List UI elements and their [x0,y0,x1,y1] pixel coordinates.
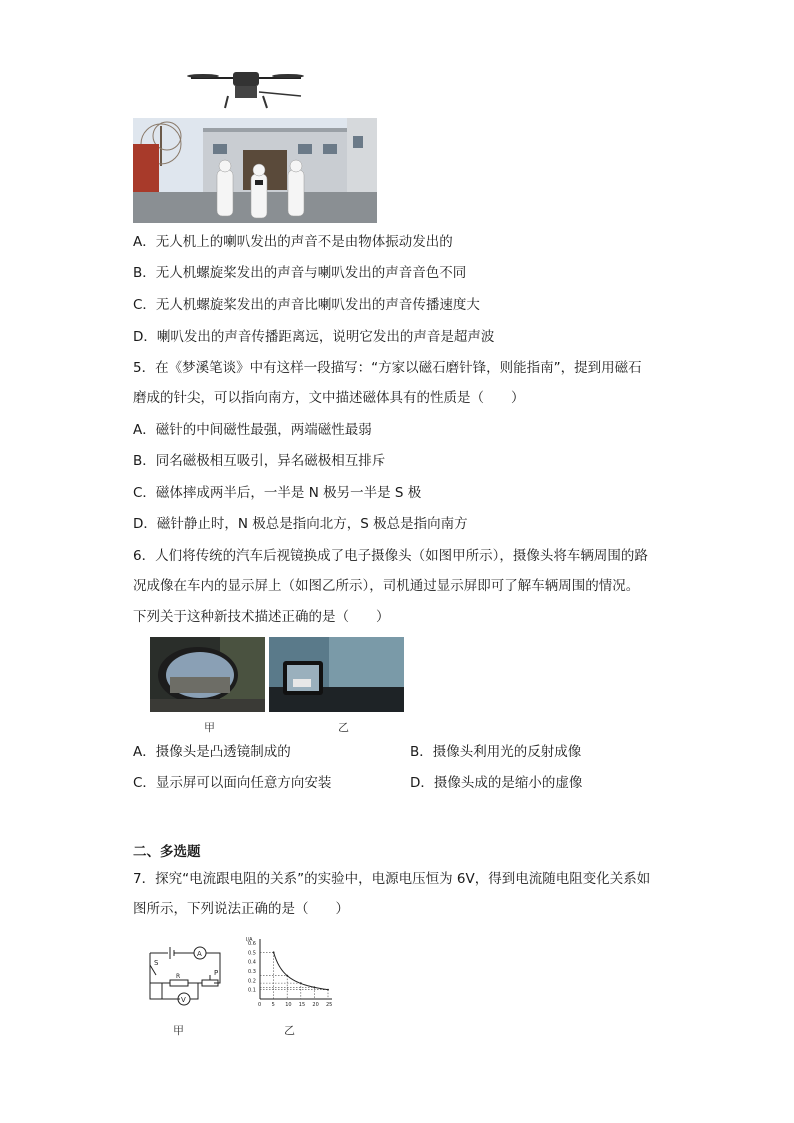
data-point [300,982,302,984]
mirror-photo [150,637,265,712]
x-tick-label: 0 [258,1002,262,1008]
caption-yi-q6: 乙 [338,721,349,734]
q5-option-c: C．磁体摔成两半后，一半是 N 极另一半是 S 极 [133,485,422,501]
q6-option-b: B．摄像头利用光的反射成像 [410,744,582,760]
y-tick-label: 0.2 [248,978,256,985]
q6-option-a: A．摄像头是凸透镜制成的 [133,744,291,760]
label-slider: P [214,969,219,977]
circuit-diagram [140,935,235,1015]
q5-stem-line2: 磨成的针尖，可以指向南方，文中描述磁体具有的性质是（ ） [133,390,525,406]
y-tick-label: 0.1 [248,987,256,994]
section-title-multiple-choice: 二、多选题 [133,844,201,860]
caption-yi-q7: 乙 [284,1024,295,1037]
caption-jia-q7: 甲 [173,1024,184,1037]
x-tick-label: 20 [312,1002,319,1008]
data-point [286,975,288,977]
q4-option-a: A．无人机上的喇叭发出的声音不是由物体振动发出的 [133,234,453,250]
label-resistor: R [176,973,181,980]
q5-option-d: D．磁针静止时，N 极总是指向北方，S 极总是指向南方 [133,516,468,532]
q6-stem-line3: 下列关于这种新技术描述正确的是（ ） [133,609,390,625]
q4-option-c: C．无人机螺旋桨发出的声音比喇叭发出的声音传播速度大 [133,297,480,313]
y-tick-label: 0.4 [248,959,256,966]
x-tick-label: 10 [285,1002,292,1008]
x-tick-label: 5 [271,1002,275,1008]
q6-option-c: C．显示屏可以面向任意方向安装 [133,775,332,791]
q6-stem-line2: 况成像在车内的显示屏上（如图乙所示），司机通过显示屏即可了解车辆周围的情况。 [133,578,640,594]
q5-option-b: B．同名磁极相互吸引，异名磁极相互排斥 [133,453,386,469]
y-tick-label: 0.5 [248,950,256,957]
drone-photo [133,66,377,223]
data-point [314,986,316,988]
data-point [327,989,329,991]
q7-stem-line1: 7．探究“电流跟电阻的关系”的实验中，电源电压恒为 6V，得到电流随电阻变化关系如 [133,871,651,887]
y-tick-label: 0.6 [248,941,256,947]
current-resistance-graph [244,937,336,1017]
label-switch: S [154,959,159,967]
q6-stem-line1: 6．人们将传统的汽车后视镜换成了电子摄像头（如图甲所示），摄像头将车辆周围的路 [133,548,648,564]
data-point [273,951,275,953]
q4-option-d: D．喇叭发出的声音传播距离远，说明它发出的声音是超声波 [133,329,495,345]
label-voltmeter: V [181,996,186,1004]
q4-option-b: B．无人机螺旋桨发出的声音与喇叭发出的声音音色不同 [133,265,467,281]
caption-jia-q6: 甲 [204,721,215,734]
y-tick-label: 0.3 [248,969,256,975]
y-axis-label: I/A [246,937,253,943]
q5-option-a: A．磁针的中间磁性最强，两端磁性最弱 [133,422,372,438]
label-ammeter: A [197,950,202,958]
q5-stem-line1: 5．在《梦溪笔谈》中有这样一段描写：“方家以磁石磨针锋，则能指南”，提到用磁石 [133,360,642,376]
screen-photo [269,637,404,712]
q7-stem-line2: 图所示，下列说法正确的是（ ） [133,901,349,917]
x-tick-label: 25 [326,1002,333,1008]
x-tick-label: 15 [298,1002,306,1008]
q6-option-d: D．摄像头成的是缩小的虚像 [410,775,583,791]
